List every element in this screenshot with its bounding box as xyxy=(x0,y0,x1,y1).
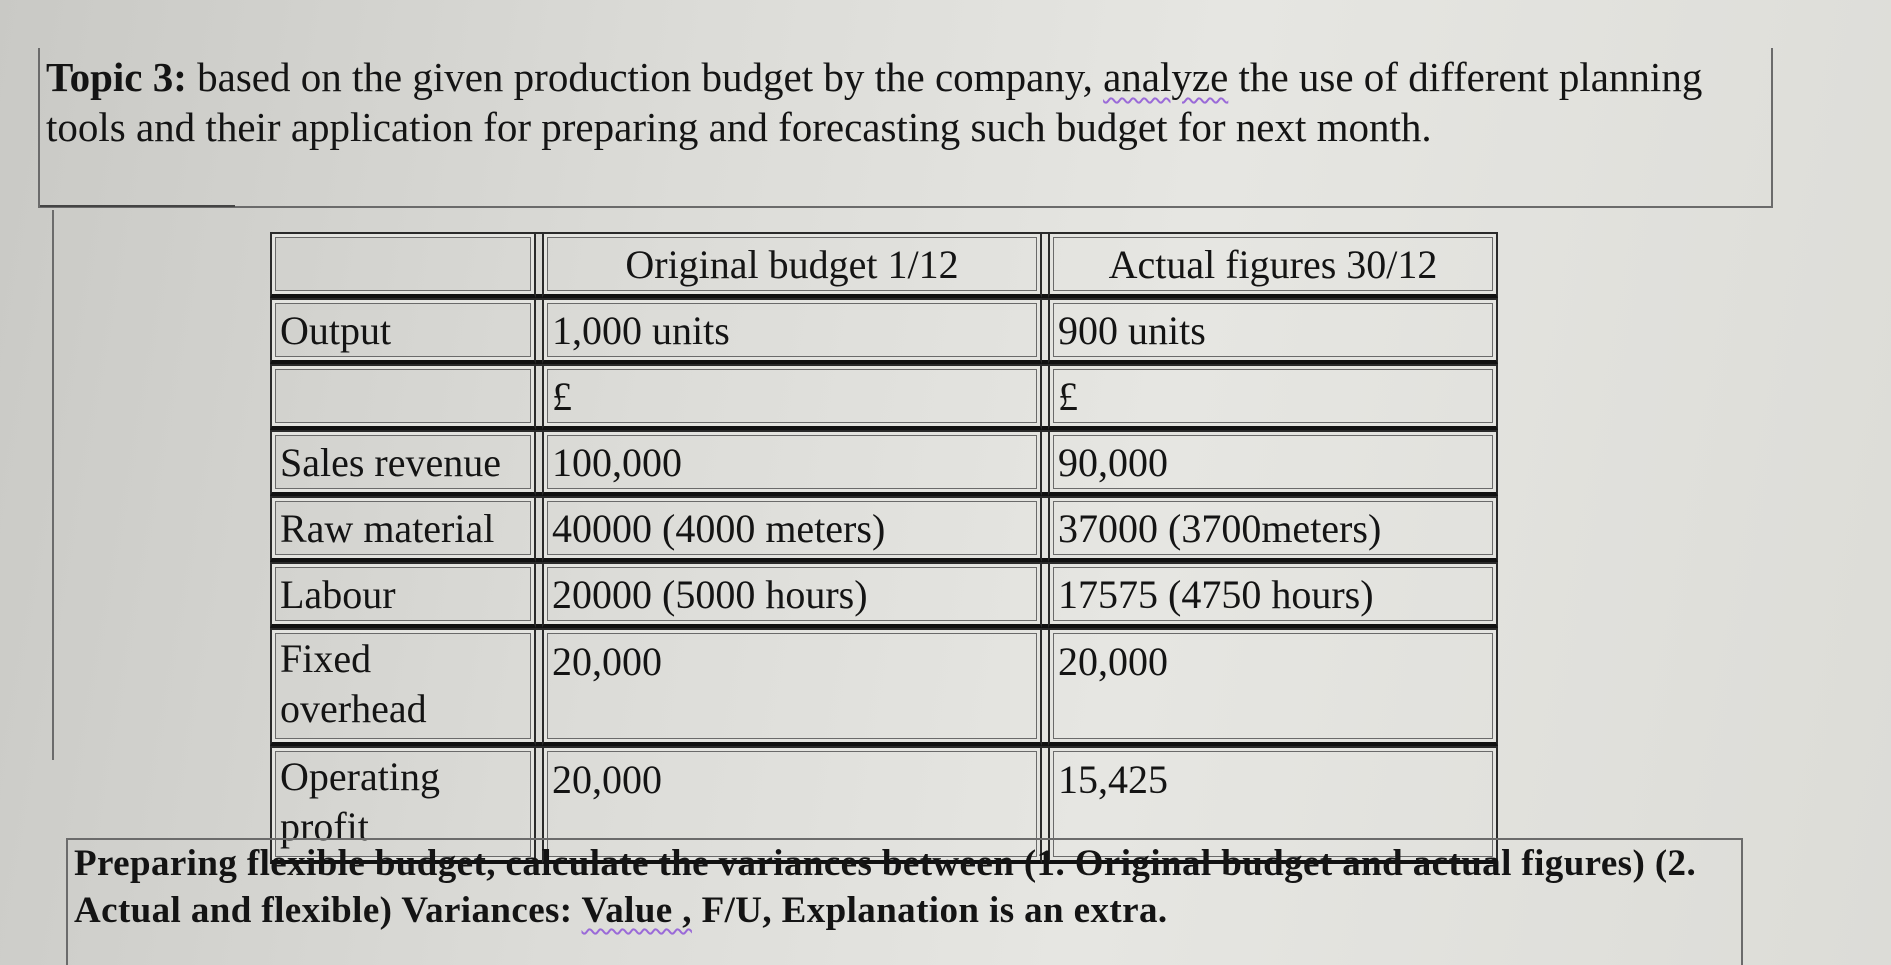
header-cell-item xyxy=(270,232,536,298)
budget-table xyxy=(270,232,1498,864)
topic-paragraph xyxy=(46,52,1746,152)
original-value: 20,000 xyxy=(542,628,1042,746)
original-value: 20000 (5000 hours) xyxy=(542,562,1042,628)
original-value: 1,000 units xyxy=(542,298,1042,364)
topic-spellcheck-word: analyze xyxy=(1103,54,1229,100)
divider-rule xyxy=(40,205,235,207)
row-label: Sales revenue xyxy=(270,430,536,496)
table-row xyxy=(270,628,1498,746)
actual-value: 17575 (4750 hours) xyxy=(1048,562,1498,628)
task-paragraph xyxy=(74,840,1734,934)
original-value: 40000 (4000 meters) xyxy=(542,496,1042,562)
row-label: Operating profit xyxy=(270,746,536,864)
table-row xyxy=(270,496,1498,562)
task-spellcheck-word: Value , xyxy=(581,890,692,931)
page-margin-rule xyxy=(52,210,54,760)
row-label xyxy=(270,364,536,430)
actual-value: 20,000 xyxy=(1048,628,1498,746)
table-header-row xyxy=(270,232,1498,298)
original-value: 20,000 xyxy=(542,746,1042,864)
table-row xyxy=(270,562,1498,628)
actual-value: 15,425 xyxy=(1048,746,1498,864)
row-label: Output xyxy=(270,298,536,364)
table-row xyxy=(270,298,1498,364)
row-label: Fixed overhead xyxy=(270,628,536,746)
topic-text-start: based on the given production budget by the company, xyxy=(186,54,1104,100)
table-row xyxy=(270,364,1498,430)
topic-label: Topic 3: xyxy=(46,54,187,100)
original-value: 100,000 xyxy=(542,430,1042,496)
header-cell-actual-figures: Actual figures 30/12 xyxy=(1048,232,1498,298)
actual-currency: £ xyxy=(1048,364,1498,430)
header-cell-original-budget: Original budget 1/12 xyxy=(542,232,1042,298)
task-text-start: Preparing flexible budget, calculate the variances between (1. Original budget and actual figures) (2. Actual and flexible) Variances: xyxy=(74,843,1697,931)
actual-value: 900 units xyxy=(1048,298,1498,364)
original-currency: £ xyxy=(542,364,1042,430)
table-row xyxy=(270,430,1498,496)
actual-value: 90,000 xyxy=(1048,430,1498,496)
topic-text-end: the use of different planning tools and their application for preparing and forecasting such budget for next month. xyxy=(46,54,1703,150)
task-text-end: F/U, Explanation is an extra. xyxy=(691,890,1168,931)
actual-value: 37000 (3700meters) xyxy=(1048,496,1498,562)
row-label: Raw material xyxy=(270,496,536,562)
row-label: Labour xyxy=(270,562,536,628)
